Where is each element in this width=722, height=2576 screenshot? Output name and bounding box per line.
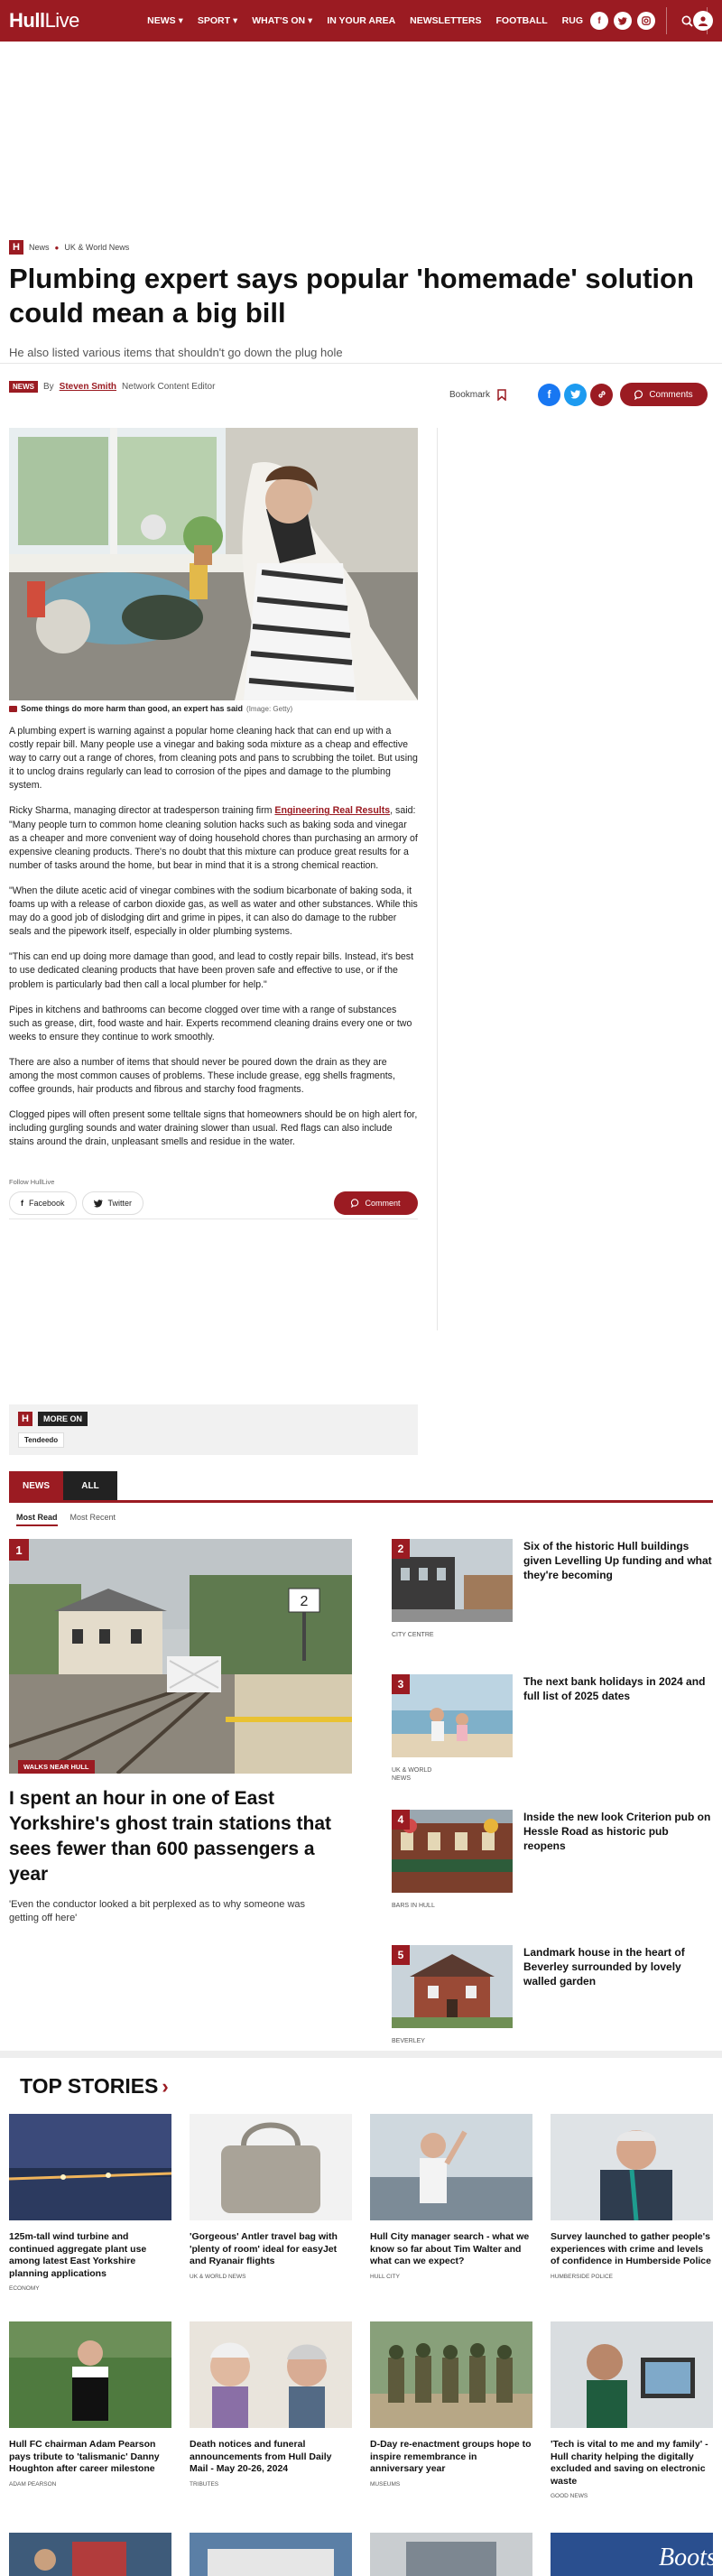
story-category[interactable]: GOOD NEWS <box>551 2493 588 2499</box>
tab-news[interactable]: NEWS <box>9 1471 63 1500</box>
story-card[interactable] <box>9 2114 171 2321</box>
most-read-subtabs <box>9 1507 123 1532</box>
story-category[interactable]: ADAM PEARSON <box>9 2480 57 2488</box>
story-card[interactable] <box>551 2114 713 2321</box>
list-item-category[interactable]: BARS IN HULL <box>392 1903 435 1909</box>
paragraph: "This can end up doing more damage than good, and lead to costly repair bills. Instead, it's best to use dedicated cleaning products that have been proven safe and effective to use, or if the problem is particularly bad then call a local plumber for help." <box>9 951 414 990</box>
story-category[interactable]: TRIBUTES <box>190 2480 219 2488</box>
list-item-thumbnail[interactable] <box>392 1810 513 1893</box>
svg-text:Boots: Boots <box>659 2544 713 2571</box>
nav-whats-on[interactable]: WHAT'S ON ▾ <box>252 15 313 26</box>
breadcrumb <box>9 240 129 255</box>
story-image[interactable] <box>370 2533 532 2576</box>
image-caption <box>9 704 418 713</box>
list-item-title[interactable]: Landmark house in the heart of Beverley surrounded by lovely walled garden <box>523 1946 685 1988</box>
story-title[interactable]: D-Day re-enactment groups hope to inspire remembrance in anniversary year <box>370 2439 532 2474</box>
nav-news[interactable]: NEWS ▾ <box>147 15 183 26</box>
story-image[interactable] <box>9 2321 171 2428</box>
caption-credit: (Image: Getty) <box>246 704 293 713</box>
paragraph: There are also a number of items that should never be poured down the drain as they are among the most common causes of problems. These include grease, egg shells fragments, coffee grounds, hair products and fibrous and starchy food fragments. <box>9 1056 395 1096</box>
section-tabs <box>9 1471 117 1500</box>
facebook-share-icon[interactable]: f <box>538 384 560 406</box>
paragraph: Clogged pipes will often present some telltale signs that homeowners should be on high alert for, including gurgling sounds and water draining slower than usual. Red flags can also include stains around the drain, unpleasant smells and residue in the water. <box>9 1109 418 1148</box>
more-on-header <box>18 1412 409 1426</box>
list-item[interactable] <box>392 1945 713 2080</box>
comments-button[interactable] <box>620 383 708 406</box>
list-item-thumbnail[interactable] <box>392 1945 513 2028</box>
comment-bubble-icon <box>634 390 644 400</box>
rank-badge: 1 <box>9 1539 29 1561</box>
story-title[interactable]: Hull City manager search - what we know so far about Tim Walter and what can we expect? <box>370 2231 530 2266</box>
top-stories-title[interactable]: TOP STORIES › <box>20 2074 169 2098</box>
story-image[interactable] <box>370 2114 532 2220</box>
twitter-icon[interactable] <box>614 12 632 30</box>
story-category[interactable]: HULL CITY <box>370 2273 400 2280</box>
site-header <box>0 0 722 42</box>
account-icon[interactable] <box>693 11 713 31</box>
caption-text: Some things do more harm than good, an expert has said <box>21 704 244 713</box>
story-category[interactable]: UK & WORLD NEWS <box>190 2273 246 2280</box>
facebook-icon[interactable]: f <box>590 12 608 30</box>
comment-button[interactable]: Comment <box>334 1191 418 1215</box>
featured-category-label[interactable]: WALKS NEAR HULL <box>18 1760 95 1774</box>
rank-badge: 5 <box>392 1945 410 1965</box>
list-item[interactable] <box>392 1810 713 1945</box>
paragraph: "When the dilute acetic acid of vinegar combines with the sodium bicarbonate of baking soda, it foams up with a release of carbon dioxide gas, as well as water and other substances. While this may do a good job of dislodging dirt and grime in pipes, it can also do damage to the rubber seals and the pipework itself, especially in older plumbing systems. <box>9 885 418 938</box>
share-row <box>538 383 708 406</box>
article-standfirst: He also listed various items that shouldn't go down the plug hole <box>9 346 343 359</box>
story-image[interactable] <box>9 2533 171 2576</box>
story-category[interactable]: HUMBERSIDE POLICE <box>551 2273 613 2280</box>
twitter-share-button[interactable]: Twitter <box>82 1191 144 1215</box>
follow-label: Follow HullLive <box>9 1178 55 1187</box>
twitter-icon <box>94 1200 103 1208</box>
site-logo[interactable]: HullLive <box>9 9 79 32</box>
story-image[interactable] <box>190 2114 352 2220</box>
story-category[interactable]: ECONOMY <box>9 2285 40 2292</box>
list-item-thumbnail[interactable] <box>392 1539 513 1622</box>
nav-newsletters[interactable]: NEWSLETTERS <box>410 15 482 26</box>
nav-sport[interactable]: SPORT ▾ <box>197 15 238 26</box>
nav-in-your-area[interactable]: IN YOUR AREA <box>327 15 396 26</box>
story-image[interactable] <box>190 2533 352 2576</box>
story-title[interactable]: 'Tech is vital to me and my family' - Hull charity helping the digitally excluded and saving on electronic waste <box>551 2439 708 2487</box>
tab-most-recent[interactable]: Most Recent <box>69 1513 116 1522</box>
nav-football[interactable]: FOOTBALL <box>495 15 548 26</box>
rank-badge: 3 <box>392 1674 410 1694</box>
story-title[interactable]: Hull FC chairman Adam Pearson pays tribute to 'talismanic' Danny Houghton after career milestone <box>9 2439 160 2474</box>
list-item-category[interactable]: UK & WORLD NEWS <box>392 1767 432 1782</box>
bookmark-button[interactable] <box>449 389 506 401</box>
camera-icon <box>9 706 17 712</box>
list-item-title[interactable]: Inside the new look Criterion pub on Hessle Road as historic pub reopens <box>523 1811 711 1852</box>
breadcrumb-separator-icon: ● <box>54 243 60 252</box>
story-title[interactable]: 125m-tall wind turbine and continued aggregate plant use among latest East Yorkshire planning applications <box>9 2231 147 2279</box>
story-title[interactable]: 'Gorgeous' Antler travel bag with 'plenty of room' ideal for easyJet and Ryanair flights <box>190 2231 338 2266</box>
story-card[interactable] <box>370 2321 532 2529</box>
instagram-icon[interactable] <box>637 12 655 30</box>
story-image[interactable] <box>551 2114 713 2220</box>
top-stories-grid <box>9 2114 713 2529</box>
more-stories-row <box>9 2533 713 2576</box>
news-tag[interactable]: NEWS <box>9 381 38 393</box>
featured-title[interactable]: I spent an hour in one of East Yorkshire's ghost train stations that sees fewer than 600 passengers a year <box>9 1788 331 1885</box>
hull-live-badge-icon: H <box>18 1412 32 1426</box>
more-on-title: MORE ON <box>38 1412 88 1426</box>
story-card[interactable] <box>370 2114 532 2321</box>
more-on-box <box>9 1404 418 1455</box>
chevron-right-icon: › <box>162 2074 169 2098</box>
story-card[interactable] <box>190 2321 352 2529</box>
section-divider <box>0 2051 722 2058</box>
tabs-underline <box>9 1500 713 1503</box>
nav-rugby[interactable]: RUG <box>561 15 583 26</box>
rank-badge: 4 <box>392 1810 410 1830</box>
share-bottom <box>9 1191 418 1215</box>
comment-bubble-icon <box>351 1199 360 1208</box>
story-image[interactable] <box>190 2321 352 2428</box>
column-divider <box>437 428 438 1330</box>
facebook-icon: f <box>21 1199 23 1209</box>
story-card[interactable] <box>190 2114 352 2321</box>
author-role: Network Content Editor <box>122 382 216 392</box>
list-item[interactable] <box>392 1539 713 1674</box>
svg-text:2: 2 <box>300 1594 309 1609</box>
comments-label: Comments <box>649 389 693 400</box>
paragraph: A plumbing expert is warning against a popular home cleaning hack that can end up with a costly repair bill. Many people use a vinegar and baking soda mixture as a cheap and effective way to carry out a range of chores, from cleaning pots and pans to scrubbing the toilet. But using it to unclog drains regularly can lead to corrosion of the pipes and damage to the plumbing system. <box>9 726 418 792</box>
facebook-share-button[interactable]: f Facebook <box>9 1191 77 1215</box>
byline-by: By <box>43 382 54 392</box>
story-image[interactable] <box>9 2114 171 2220</box>
byline-divider <box>0 363 722 364</box>
most-read-list <box>392 1539 713 2080</box>
paragraph: Pipes in kitchens and bathrooms can become clogged over time with a range of substances such as grease, dirt, food waste and hair. Experts recommend cleaning drains every one or two weeks to ensure they continue to work smoothly. <box>9 1004 412 1042</box>
hull-live-badge-icon: H <box>9 240 23 255</box>
story-image[interactable] <box>370 2321 532 2428</box>
list-item-category[interactable]: BEVERLEY <box>392 2038 425 2044</box>
featured-image[interactable] <box>9 1539 352 1774</box>
list-item-thumbnail[interactable] <box>392 1674 513 1757</box>
byline <box>9 381 215 393</box>
article-body <box>9 428 418 1219</box>
bookmark-icon <box>497 389 506 401</box>
topic-tag-tendeedo[interactable]: Tendeedo <box>18 1432 64 1448</box>
tab-all[interactable]: ALL <box>63 1471 117 1500</box>
story-card[interactable] <box>9 2321 171 2529</box>
breadcrumb-uk-world-news[interactable]: UK & World News <box>64 243 130 252</box>
twitter-share-icon[interactable] <box>564 384 587 406</box>
breadcrumb-news[interactable]: News <box>29 243 50 252</box>
article-headline: Plumbing expert says popular 'homemade' solution could mean a big bill <box>9 263 694 329</box>
header-divider <box>666 7 667 34</box>
story-image[interactable] <box>551 2533 713 2576</box>
story-image[interactable] <box>551 2321 713 2428</box>
article-text <box>9 725 418 1149</box>
story-card[interactable] <box>551 2321 713 2529</box>
main-nav <box>140 15 590 26</box>
story-title[interactable]: Death notices and funeral announcements from Hull Daily Mail - May 20-26, 2024 <box>190 2439 332 2474</box>
most-read-featured[interactable] <box>9 1539 352 1925</box>
story-category[interactable]: MUSEUMS <box>370 2480 401 2488</box>
tab-most-read[interactable]: Most Read <box>16 1513 58 1526</box>
link-share-icon[interactable] <box>590 384 613 406</box>
paragraph: Ricky Sharma, managing director at tradesperson training firm Engineering Real Results, said: "Many people turn to common home cleaning solution hacks such as baking soda and vinegar as a cheaper and more convenient way of doing household chores than purchasing an armory of expensive cleaning products. There's no doubt that this mixture can produce great results for a number of tasks around the home, but bear in mind that it is a strong chemical reaction. <box>9 805 418 871</box>
story-title[interactable]: Survey launched to gather people's experiences with crime and levels of confidence in Humberside Police <box>551 2231 711 2266</box>
list-item-title[interactable]: The next bank holidays in 2024 and full list of 2025 dates <box>523 1675 706 1702</box>
list-item[interactable] <box>392 1674 713 1810</box>
list-item-title[interactable]: Six of the historic Hull buildings given Levelling Up funding and what they're becoming <box>523 1540 712 1581</box>
article-hero-image[interactable] <box>9 428 418 700</box>
bookmark-label: Bookmark <box>449 390 491 400</box>
featured-subtitle: 'Even the conductor looked a bit perplexed as to why someone was getting off here' <box>9 1899 306 1923</box>
list-item-category[interactable]: CITY CENTRE <box>392 1632 434 1638</box>
engineering-real-results-link[interactable]: Engineering Real Results <box>274 805 391 817</box>
author-link[interactable]: Steven Smith <box>59 382 117 392</box>
rank-badge: 2 <box>392 1539 410 1559</box>
